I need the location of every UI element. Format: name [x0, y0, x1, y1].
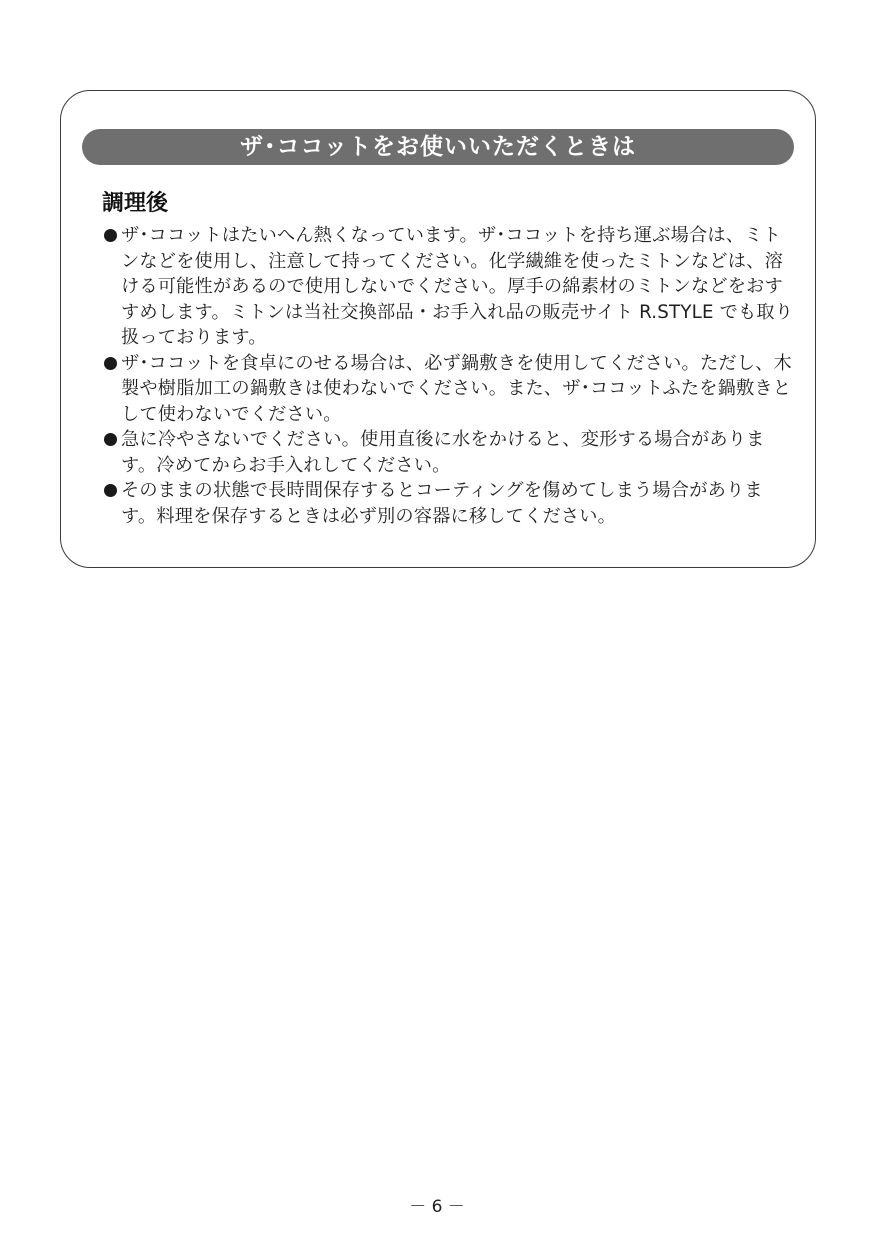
caution-list [104, 223, 796, 529]
page-number: － 6 － [409, 1197, 465, 1217]
list-item-text: ザ･ココットはたいへん熱くなっています。ザ･ココットを持ち運ぶ場合は、ミトンなどを使用し、注意して持ってください。化学繊維を使ったミトンなどは、溶ける可能性があるので使用しないでください。厚手の綿素材のミトンなどをおすすめします。ミトンは当社交換部品・お手入れ品の販売サイト R.STYLE でも取り扱っております。 [121, 225, 794, 348]
list-item [104, 351, 796, 428]
bullet-icon [104, 484, 117, 497]
bullet-icon [104, 433, 117, 446]
bullet-icon [104, 229, 117, 242]
list-item-text: ザ･ココットを食卓にのせる場合は、必ず鍋敷きを使用してください。ただし、木製や樹脂加工の鍋敷きは使わないでください。また、ザ･ココットふたを鍋敷きとして使わないでください。 [121, 352, 792, 425]
list-item-text: 急に冷やさないでください。使用直後に水をかけると、変形する場合があります。冷めてからお手入れしてください。 [121, 429, 765, 476]
list-item [104, 223, 796, 351]
list-item-text: そのままの状態で長時間保存するとコーティングを傷めてしまう場合があります。料理を保存するときは必ず別の容器に移してください。 [121, 480, 763, 527]
list-item [104, 478, 796, 529]
list-item [104, 427, 796, 478]
section-heading: 調理後 [102, 191, 169, 216]
bullet-icon [104, 357, 117, 370]
section-banner-title: ザ･ココットをお使いいただくときは [82, 129, 794, 165]
